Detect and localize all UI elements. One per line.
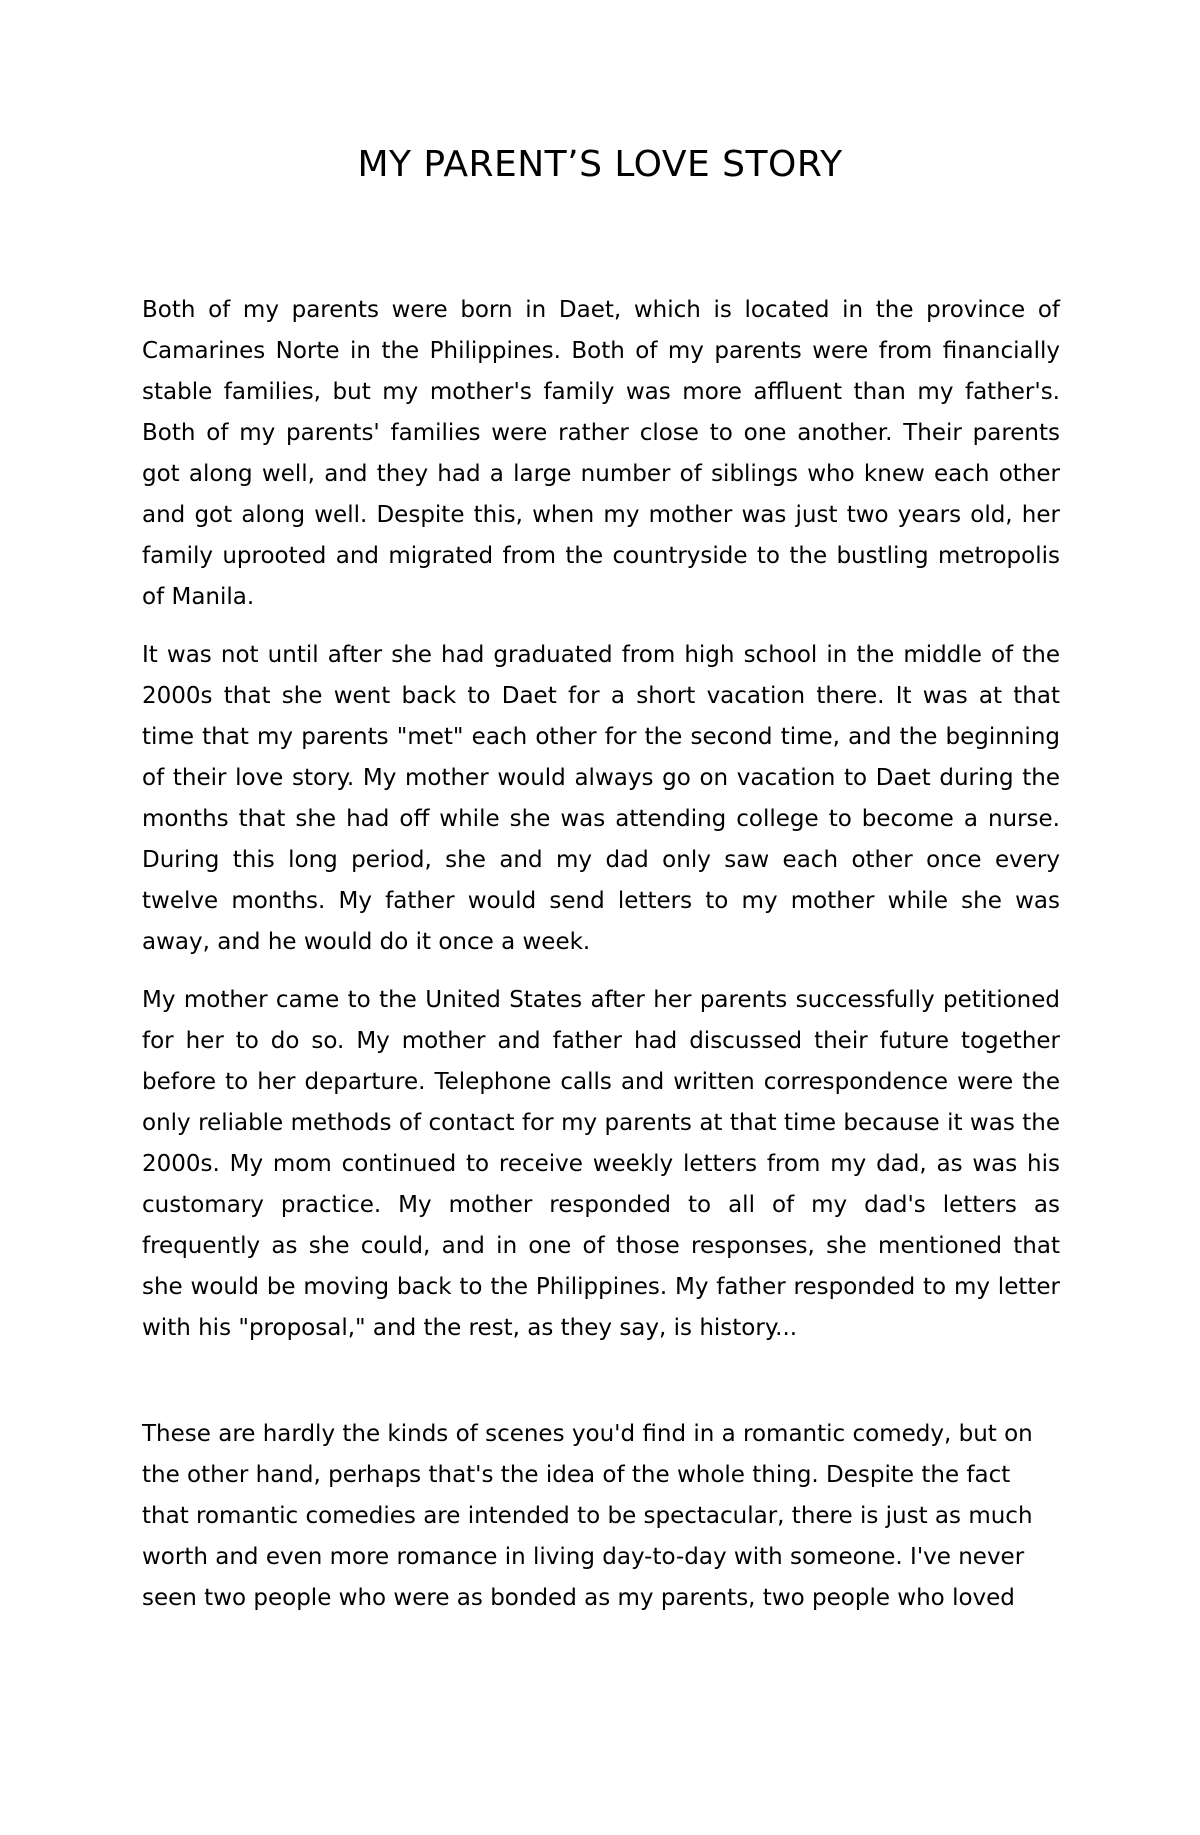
paragraph-3: My mother came to the United States after her parents successfully petitioned for her to do so. My mother and father had discussed their future together before to her departure. Telephone calls and written correspondence were the only reliable methods of contact for my parents at that time because it was the 2000s. My mom continued to receive weekly letters from my dad, as was his customary practice. My mother responded to all of my dad's letters as frequently as she could, and in one of those responses, she mentioned that she would be moving back to the Philippines. My father responded to my letter with his "proposal," and the rest, as they say, is history... (142, 987, 1060, 1341)
paragraph-1: Both of my parents were born in Daet, which is located in the province of Camarines Norte in the Philippines. Both of my parents were from financially stable families, but my mother's family was more affluent than my father's. Both of my parents' families were rather close to one another. Their parents got along well, and they had a large number of siblings who knew each other and got along well. Despite this, when my mother was just two years old, her family uprooted and migrated from the countryside to the bustling metropolis of Manila. (142, 297, 1060, 610)
document-title: MY PARENT’S LOVE STORY (357, 144, 843, 185)
document-body (142, 290, 1060, 1636)
paragraph-4: These are hardly the kinds of scenes you'd find in a romantic comedy, but on the other hand, perhaps that's the idea of the whole thing. Despite the fact that romantic comedies are intended to be spectacular, there is just as much worth and even more romance in living day-to-day with someone. I've never seen two people who were as bonded as my parents, two people who loved (142, 1421, 1033, 1611)
paragraph-2: It was not until after she had graduated from high school in the middle of the 2000s that she went back to Daet for a short vacation there. It was at that time that my parents "met" each other for the second time, and the beginning of their love story. My mother would always go on vacation to Daet during the months that she had off while she was attending college to become a nurse. During this long period, she and my dad only saw each other once every twelve months. My father would send letters to my mother while she was away, and he would do it once a week. (142, 642, 1060, 955)
